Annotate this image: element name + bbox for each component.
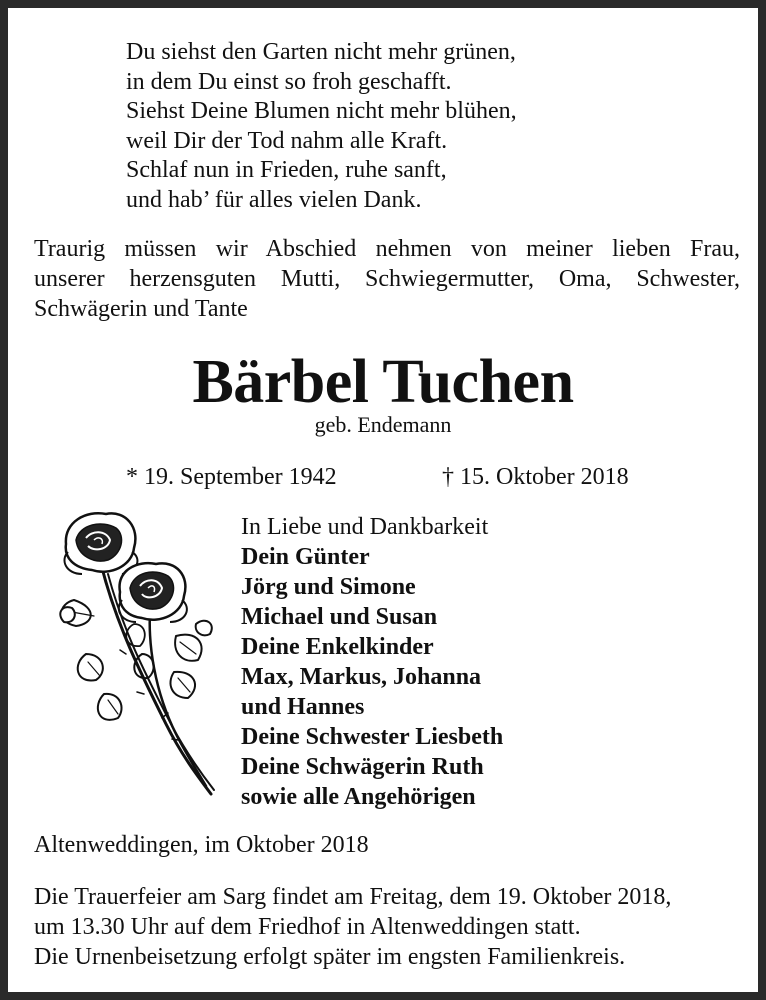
poem-line: weil Dir der Tod nahm alle Kraft. bbox=[126, 127, 448, 154]
intro-line: Schwägerin und Tante bbox=[34, 296, 248, 322]
mourner-line: und Hannes bbox=[241, 694, 365, 720]
birth-date: * 19. September 1942 bbox=[126, 464, 337, 490]
poem-line: Siehst Deine Blumen nicht mehr blühen, bbox=[126, 98, 517, 124]
poem-line: in dem Du einst so froh geschafft. bbox=[126, 68, 452, 95]
mourner-line: Deine Enkelkinder bbox=[241, 634, 434, 660]
mourner-line: sowie alle Angehörigen bbox=[241, 784, 476, 810]
mourner-line: Michael und Susan bbox=[241, 604, 438, 630]
maiden-name: geb. Endemann bbox=[314, 412, 452, 437]
poem-line: Schlaf nun in Frieden, ruhe sanft, bbox=[126, 157, 447, 183]
death-date: † 15. Oktober 2018 bbox=[442, 464, 629, 490]
mourners-list bbox=[241, 512, 503, 812]
poem-line: Du siehst den Garten nicht mehr grünen, bbox=[126, 39, 516, 65]
memorial-poem bbox=[126, 38, 517, 215]
poem-line: und hab’ für alles vielen Dank. bbox=[126, 186, 422, 213]
funeral-info-line: um 13.30 Uhr auf dem Friedhof in Altenweddingen statt. bbox=[34, 914, 581, 940]
rose-icon bbox=[46, 504, 226, 804]
mourner-line: Deine Schwester Liesbeth bbox=[241, 724, 504, 750]
intro-text bbox=[34, 234, 740, 324]
mourner-line: Dein Günter bbox=[241, 544, 370, 570]
mourner-line: Jörg und Simone bbox=[241, 574, 416, 600]
deceased-name: Bärbel Tuchen bbox=[192, 348, 574, 416]
mourner-line: Deine Schwägerin Ruth bbox=[241, 754, 484, 780]
funeral-info-line: Die Trauerfeier am Sarg findet am Freitag, dem 19. Oktober 2018, bbox=[34, 884, 672, 910]
intro-line: unserer herzensguten Mutti, Schwiegermutter, Oma, Schwester, bbox=[34, 266, 740, 292]
place-and-date: Altenweddingen, im Oktober 2018 bbox=[34, 832, 369, 858]
funeral-info bbox=[34, 882, 671, 972]
mourners-heading: In Liebe und Dankbarkeit bbox=[241, 514, 489, 540]
mourner-line: Max, Markus, Johanna bbox=[241, 664, 482, 690]
funeral-info-line: Die Urnenbeisetzung erfolgt später im engsten Familienkreis. bbox=[34, 944, 626, 970]
intro-line: Traurig müssen wir Abschied nehmen von meiner lieben Frau, bbox=[34, 236, 740, 262]
